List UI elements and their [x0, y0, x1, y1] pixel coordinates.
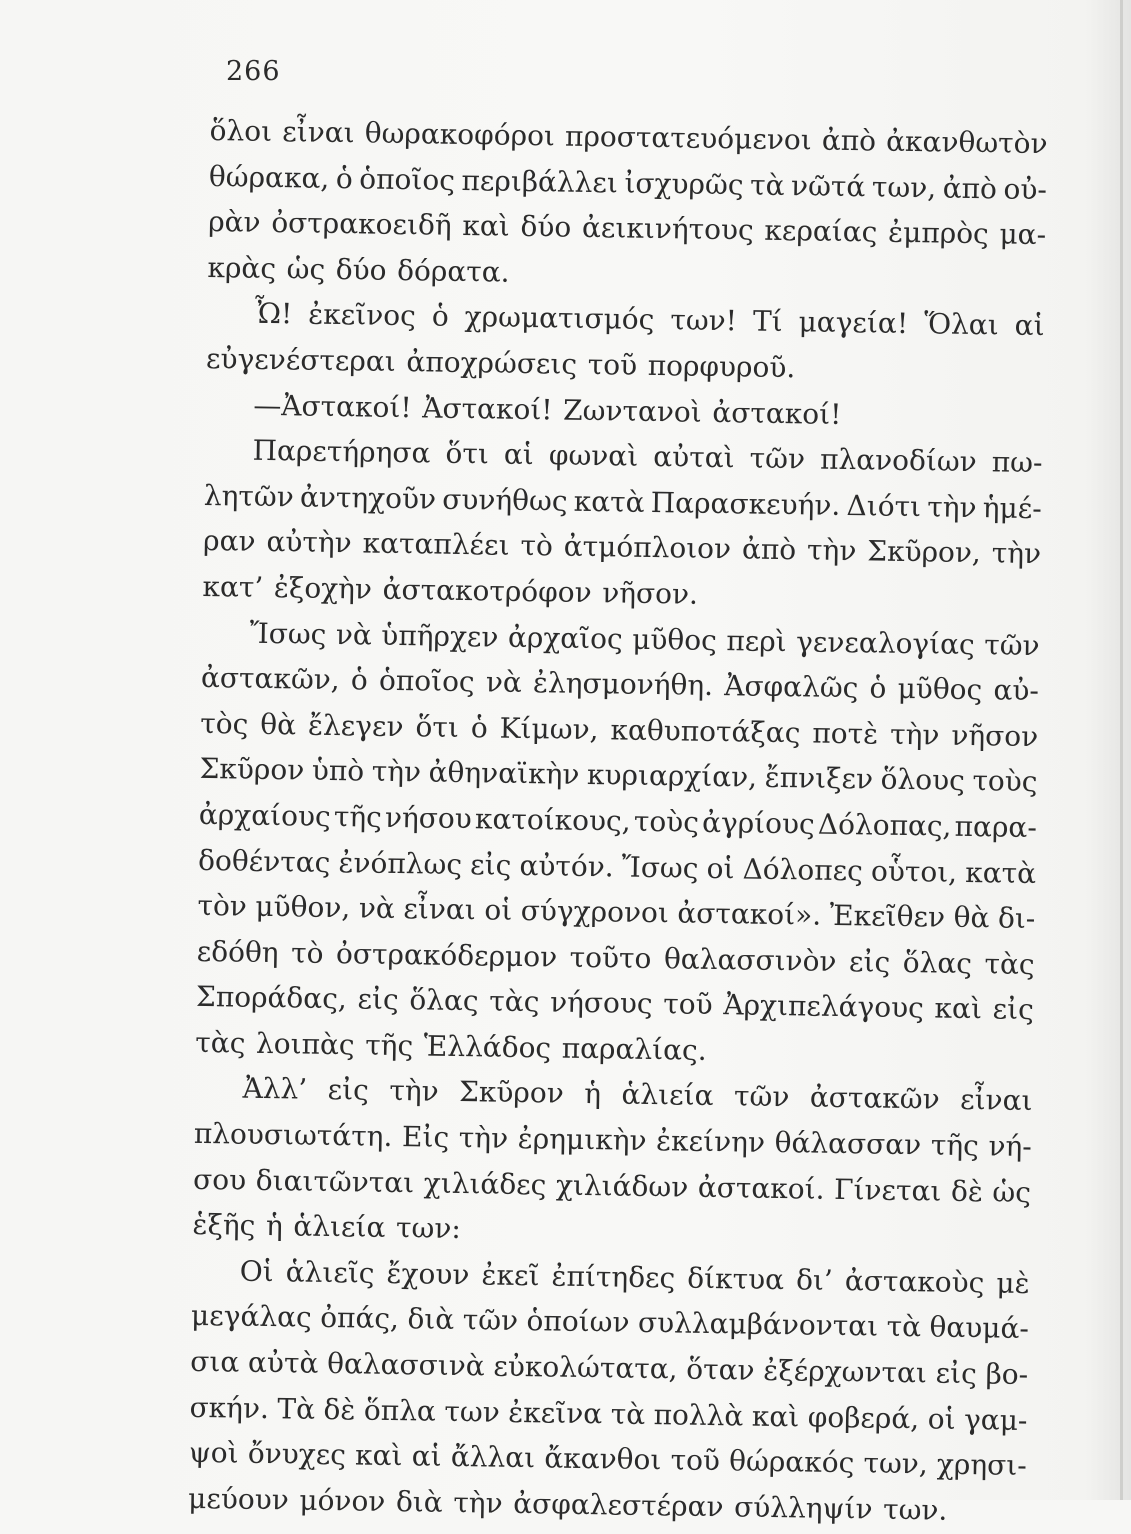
word: ἀθηναϊκὴν — [428, 755, 580, 792]
word: Σκῦρον — [199, 752, 305, 787]
word: χιλιάδες — [423, 1166, 547, 1202]
word: Τὰ — [277, 1391, 316, 1426]
word: ὁποῖος — [378, 663, 475, 699]
word: ἀστακοί. — [697, 1170, 825, 1206]
word: τὴν — [389, 1074, 439, 1109]
word: εἰς — [357, 982, 399, 1017]
word: ρὰν — [207, 205, 261, 239]
word: μὲ — [996, 1266, 1030, 1300]
word: εὐκολώτατα, — [493, 1349, 678, 1386]
word: θαλασσινὸν — [663, 941, 837, 978]
word: ἔπνιξεν — [764, 761, 874, 796]
word: Ἀλλ’ — [242, 1072, 308, 1107]
word: κατὰ — [573, 484, 645, 519]
word: ἀρχαίους — [198, 797, 331, 833]
word: τὰ — [886, 1310, 922, 1344]
word: τὰς — [195, 1025, 246, 1060]
word: νή- — [988, 1129, 1033, 1164]
word: οἱ — [927, 1402, 956, 1436]
word: ἑξῆς — [192, 1208, 256, 1243]
word: Παρετήρησα — [252, 433, 431, 470]
word: των. — [882, 1492, 948, 1527]
word: αἱ — [503, 437, 535, 472]
word: ὅλας — [409, 983, 479, 1018]
word: των: — [395, 1211, 462, 1246]
word: τὴν — [927, 490, 977, 524]
word: δύο — [520, 210, 572, 244]
word: ἀκανθωτὸν — [885, 124, 1048, 161]
word: ὅτι — [445, 436, 490, 471]
word: ἡμέ- — [982, 490, 1042, 525]
word: θαυμά- — [929, 1310, 1030, 1346]
word: κρὰς — [207, 250, 277, 285]
word: εδόθη — [196, 934, 279, 969]
word: θὰ — [260, 707, 297, 742]
word: πλανοδίων — [819, 442, 977, 479]
word: ἀστακοτρόφον — [382, 572, 592, 609]
word: διὰ — [395, 1484, 443, 1519]
word: Ἀρχιπελάγους — [723, 988, 925, 1025]
word: ἐνόπλως — [338, 845, 463, 881]
word: Ἴσως — [621, 850, 699, 885]
word: ὅπλα — [363, 1393, 437, 1428]
word: ἁλιεῖς — [285, 1255, 375, 1290]
word: χρησι- — [936, 1447, 1027, 1483]
word: παρα- — [954, 809, 1038, 844]
word: ὀπάς, — [319, 1301, 400, 1336]
word: ψοὶ — [188, 1436, 239, 1470]
word: ἀπὸ — [741, 532, 797, 567]
word: τὴν — [806, 533, 857, 568]
word: των — [444, 1394, 501, 1429]
word: οὐ- — [1003, 172, 1048, 206]
word: καὶ — [934, 991, 983, 1026]
word: ἀγρίους — [701, 805, 815, 841]
word: τῆς — [364, 1028, 414, 1063]
word: Ἴσως — [249, 616, 327, 651]
word: σύλληψίν — [733, 1490, 873, 1526]
word: ἀσφαλεστέραν — [513, 1486, 724, 1524]
word: νῆσον. — [602, 576, 699, 611]
word: μεύουν — [187, 1481, 290, 1517]
word: ὡς — [286, 252, 326, 286]
word: σύγχρονοι — [520, 894, 670, 930]
word: τὴν — [991, 536, 1042, 571]
word: κεραίας — [764, 213, 878, 249]
word: Εἰς — [401, 1120, 450, 1154]
word: ἀτμόπλοιον — [563, 529, 732, 566]
word: κατὰ — [964, 855, 1037, 890]
word: ὁ — [335, 161, 353, 195]
word: κυριαρχίαν, — [586, 758, 758, 794]
word: φοβερά, — [807, 1400, 920, 1435]
word: ἐξέρχωνται — [763, 1353, 928, 1390]
word: τοῦ — [587, 347, 638, 382]
word: ἀποχρώσεις — [406, 345, 578, 381]
word: προστατευόμενοι — [564, 119, 812, 157]
word: ἡ — [265, 1209, 284, 1243]
word: μόνον — [299, 1483, 386, 1518]
word: δόρατα. — [396, 253, 510, 289]
word: σου — [192, 1162, 247, 1197]
word: ὅλοι — [209, 113, 273, 148]
word: τῶν — [462, 1303, 519, 1338]
word: καὶ — [354, 1438, 403, 1473]
word: ὄνυχες — [247, 1436, 347, 1472]
word: ἰσχυρῶς — [624, 166, 744, 201]
page-number: 266 — [226, 56, 281, 87]
word: ἁλιεία — [621, 1078, 714, 1113]
word: λητῶν — [203, 478, 295, 514]
word: εἰς — [327, 1073, 370, 1108]
word: ἁλιεία — [293, 1209, 386, 1245]
word: τὴν — [458, 1121, 509, 1155]
word: εὐγενέστεραι — [205, 341, 397, 378]
word: περὶ — [726, 623, 787, 658]
word: νῆσον — [951, 718, 1039, 753]
word: ἀεικινήτους — [581, 211, 754, 247]
word: τῶν — [749, 441, 806, 476]
word: διαιτῶνται — [255, 1163, 415, 1199]
word: ὅτι — [415, 710, 460, 744]
word: ἐκεῖ — [481, 1258, 540, 1293]
word: τὰ — [749, 168, 785, 202]
word: Ὅλαι — [923, 307, 999, 342]
word: Γίνεται — [833, 1172, 942, 1208]
word: ἀστακῶν — [809, 1081, 940, 1117]
word: οἱ — [706, 851, 735, 885]
word: εἰς — [935, 1356, 978, 1391]
word: σια — [190, 1344, 240, 1379]
word: Ὦ! — [254, 297, 293, 331]
word: Παρασκευήν. — [650, 485, 841, 522]
word: μῦθος — [631, 622, 718, 657]
word: ποτὲ — [812, 716, 879, 751]
word: ὅλας — [902, 945, 973, 980]
word: ἐμπρὸς — [887, 215, 990, 251]
word: νὰ — [335, 617, 373, 652]
word: —Ἀστακοί! — [253, 388, 412, 424]
word: πω- — [991, 445, 1043, 480]
word: Σκῦρον, — [867, 534, 982, 570]
word: Σκῦρον — [458, 1075, 565, 1111]
word: Ζωντανοὶ — [562, 393, 703, 429]
word: τοῦ — [663, 987, 713, 1022]
word: μῦθον, — [255, 889, 351, 925]
word: πλουσιωτάτη. — [193, 1116, 393, 1154]
word: εἶναι — [403, 892, 477, 927]
word: τοῦτο — [569, 940, 652, 975]
word: δοθέντας — [197, 843, 331, 879]
word: χιλιάδων — [555, 1168, 689, 1204]
word: ὅλους — [880, 762, 966, 798]
word: εἶναι — [281, 115, 355, 150]
word: ἀπὸ — [942, 171, 998, 205]
word: τῆς — [930, 1128, 980, 1163]
word: γενεαλογίας — [795, 624, 976, 661]
word: αὐταὶ — [653, 440, 735, 475]
word: οἱ — [484, 893, 513, 927]
word: Ἑλλάδος — [423, 1029, 552, 1065]
word: μα- — [999, 217, 1047, 252]
word: ἐκεῖνα — [508, 1395, 603, 1430]
word: θὰ — [953, 900, 990, 935]
word: Σποράδας, — [195, 980, 348, 1016]
word: ἀστακοί». — [677, 896, 822, 932]
word: Δόλοπες — [742, 851, 864, 887]
word: κατοίκους, — [474, 802, 631, 838]
word: τῶν — [984, 627, 1040, 662]
word: ραν — [202, 524, 256, 559]
word: θωρακοφόροι — [364, 116, 556, 153]
word: εἰς — [848, 944, 891, 979]
word: ὁ — [350, 663, 369, 697]
word: ἐκείνην — [655, 1124, 766, 1159]
word: ἀντηχοῦν — [299, 480, 437, 516]
word: εἶναι — [959, 1083, 1033, 1118]
word: ἀστακῶν, — [200, 661, 340, 697]
word: τὰ — [610, 1397, 646, 1431]
word: ἐλησμονήθη. — [532, 666, 714, 703]
word: λοιπὰς — [255, 1026, 355, 1062]
word: ἀστακοὺς — [844, 1263, 985, 1300]
word: μαγεία! — [798, 305, 909, 341]
word: οὗτοι, — [870, 853, 958, 889]
word: θαλασσινὰ — [326, 1347, 485, 1383]
word: καταπλέει — [362, 526, 510, 563]
word: ὑπὸ — [311, 753, 365, 788]
word: τὸν — [197, 888, 248, 923]
word: τοῦ — [670, 1443, 721, 1478]
word: ἐρημικὴν — [517, 1122, 647, 1158]
word: ἐξοχὴν — [273, 571, 373, 606]
word: νήσου — [384, 800, 473, 836]
word: Διότι — [846, 488, 922, 523]
word: πορφυροῦ. — [647, 348, 796, 385]
word: τοὺς — [633, 804, 700, 839]
body-text — [188, 108, 1048, 1534]
word: ἄλλαι — [450, 1440, 536, 1475]
word: ὁ — [869, 671, 887, 705]
word: ὅταν — [686, 1352, 755, 1387]
word: αὐτὰ — [247, 1345, 319, 1380]
word: νῶτά — [790, 168, 866, 203]
word: τὴν — [889, 717, 940, 752]
word: Ἐκεῖθεν — [829, 898, 946, 934]
word: μεγάλας — [190, 1299, 312, 1335]
word: ἀπὸ — [821, 123, 877, 158]
word: γαμ- — [963, 1402, 1028, 1437]
word: διὰ — [407, 1302, 455, 1337]
word: θώρακα, — [208, 159, 330, 195]
word: νὰ — [358, 891, 396, 926]
word: αἱ — [411, 1439, 442, 1474]
word: ὁ — [470, 710, 488, 745]
word: ἔχουν — [386, 1256, 470, 1292]
word: ἀστακοί! — [712, 395, 842, 431]
word: σκήν. — [189, 1390, 270, 1425]
word: περιβάλλει — [461, 163, 619, 200]
word: Ἀσφαλῶς — [723, 669, 859, 705]
word: τοὺς — [972, 764, 1038, 799]
word: τῆς — [333, 799, 383, 834]
word: εἰς — [469, 847, 512, 882]
word: τὴν — [371, 754, 422, 789]
word: μῦθος — [897, 671, 983, 707]
word: νήσους — [549, 985, 653, 1021]
word: θώρακός — [728, 1444, 855, 1480]
word: τὰς — [984, 946, 1035, 981]
word: δὲ — [323, 1392, 356, 1427]
word: δι’ — [795, 1263, 834, 1297]
word: τὸ — [290, 936, 324, 970]
word: τὸς — [200, 706, 249, 741]
word: δίκτυα — [687, 1261, 785, 1297]
word: Ἀστακοί! — [422, 390, 553, 426]
word: ὀστρακόδερμον — [335, 936, 558, 974]
word: τὰς — [489, 984, 540, 1019]
word: νὰ — [485, 665, 523, 700]
word: καθυποτάξας — [610, 713, 801, 750]
word: αὐτὴν — [266, 525, 352, 560]
word: Κίμων, — [499, 711, 599, 746]
word: τῶν — [733, 1079, 790, 1114]
word: εἰς — [992, 992, 1035, 1027]
word: παραλίας. — [561, 1031, 707, 1067]
word: κατ’ — [202, 569, 264, 604]
word: αἱ — [1014, 309, 1045, 343]
word: καὶ — [462, 209, 511, 243]
word: ὡς — [992, 1175, 1032, 1209]
word: αὐ- — [993, 673, 1040, 708]
word: αὐτόν. — [519, 848, 614, 883]
word: των! — [670, 303, 738, 338]
word: Τί — [752, 304, 783, 339]
word: καὶ — [751, 1399, 800, 1434]
word: ἐκεῖνος — [308, 297, 417, 333]
word: ἄκανθοι — [544, 1441, 662, 1477]
word: ὁποίων — [526, 1304, 630, 1340]
word: δι- — [997, 901, 1036, 936]
word: πολλὰ — [653, 1397, 744, 1433]
word: των, — [871, 170, 937, 205]
word: συνήθως — [442, 482, 568, 518]
word: δύο — [335, 252, 387, 287]
word: ὁποῖος — [359, 161, 456, 197]
word: Οἱ — [239, 1254, 274, 1288]
word: ἔλεγεν — [307, 708, 404, 743]
word: ὑπῆρχεν — [381, 618, 499, 654]
word: δὲ — [950, 1174, 984, 1208]
word: ἐπίτηδες — [551, 1259, 676, 1295]
word: των, — [863, 1446, 928, 1481]
word: ὀστρακοειδῆ — [271, 206, 452, 242]
word: Δόλοπας, — [817, 807, 952, 843]
page-edge-shadow — [1120, 0, 1123, 1500]
word: θάλασσαν — [774, 1126, 922, 1162]
word: τὸ — [520, 529, 554, 563]
word: βο- — [985, 1357, 1029, 1392]
word: χρωματισμός — [464, 300, 655, 337]
word: τὴν — [453, 1485, 503, 1520]
word: φωναὶ — [548, 438, 639, 473]
word: ἡ — [584, 1077, 602, 1111]
word: ὁ — [431, 299, 449, 334]
word: ἀρχαῖος — [507, 620, 623, 656]
word: συλλαμβάνονται — [637, 1306, 879, 1344]
